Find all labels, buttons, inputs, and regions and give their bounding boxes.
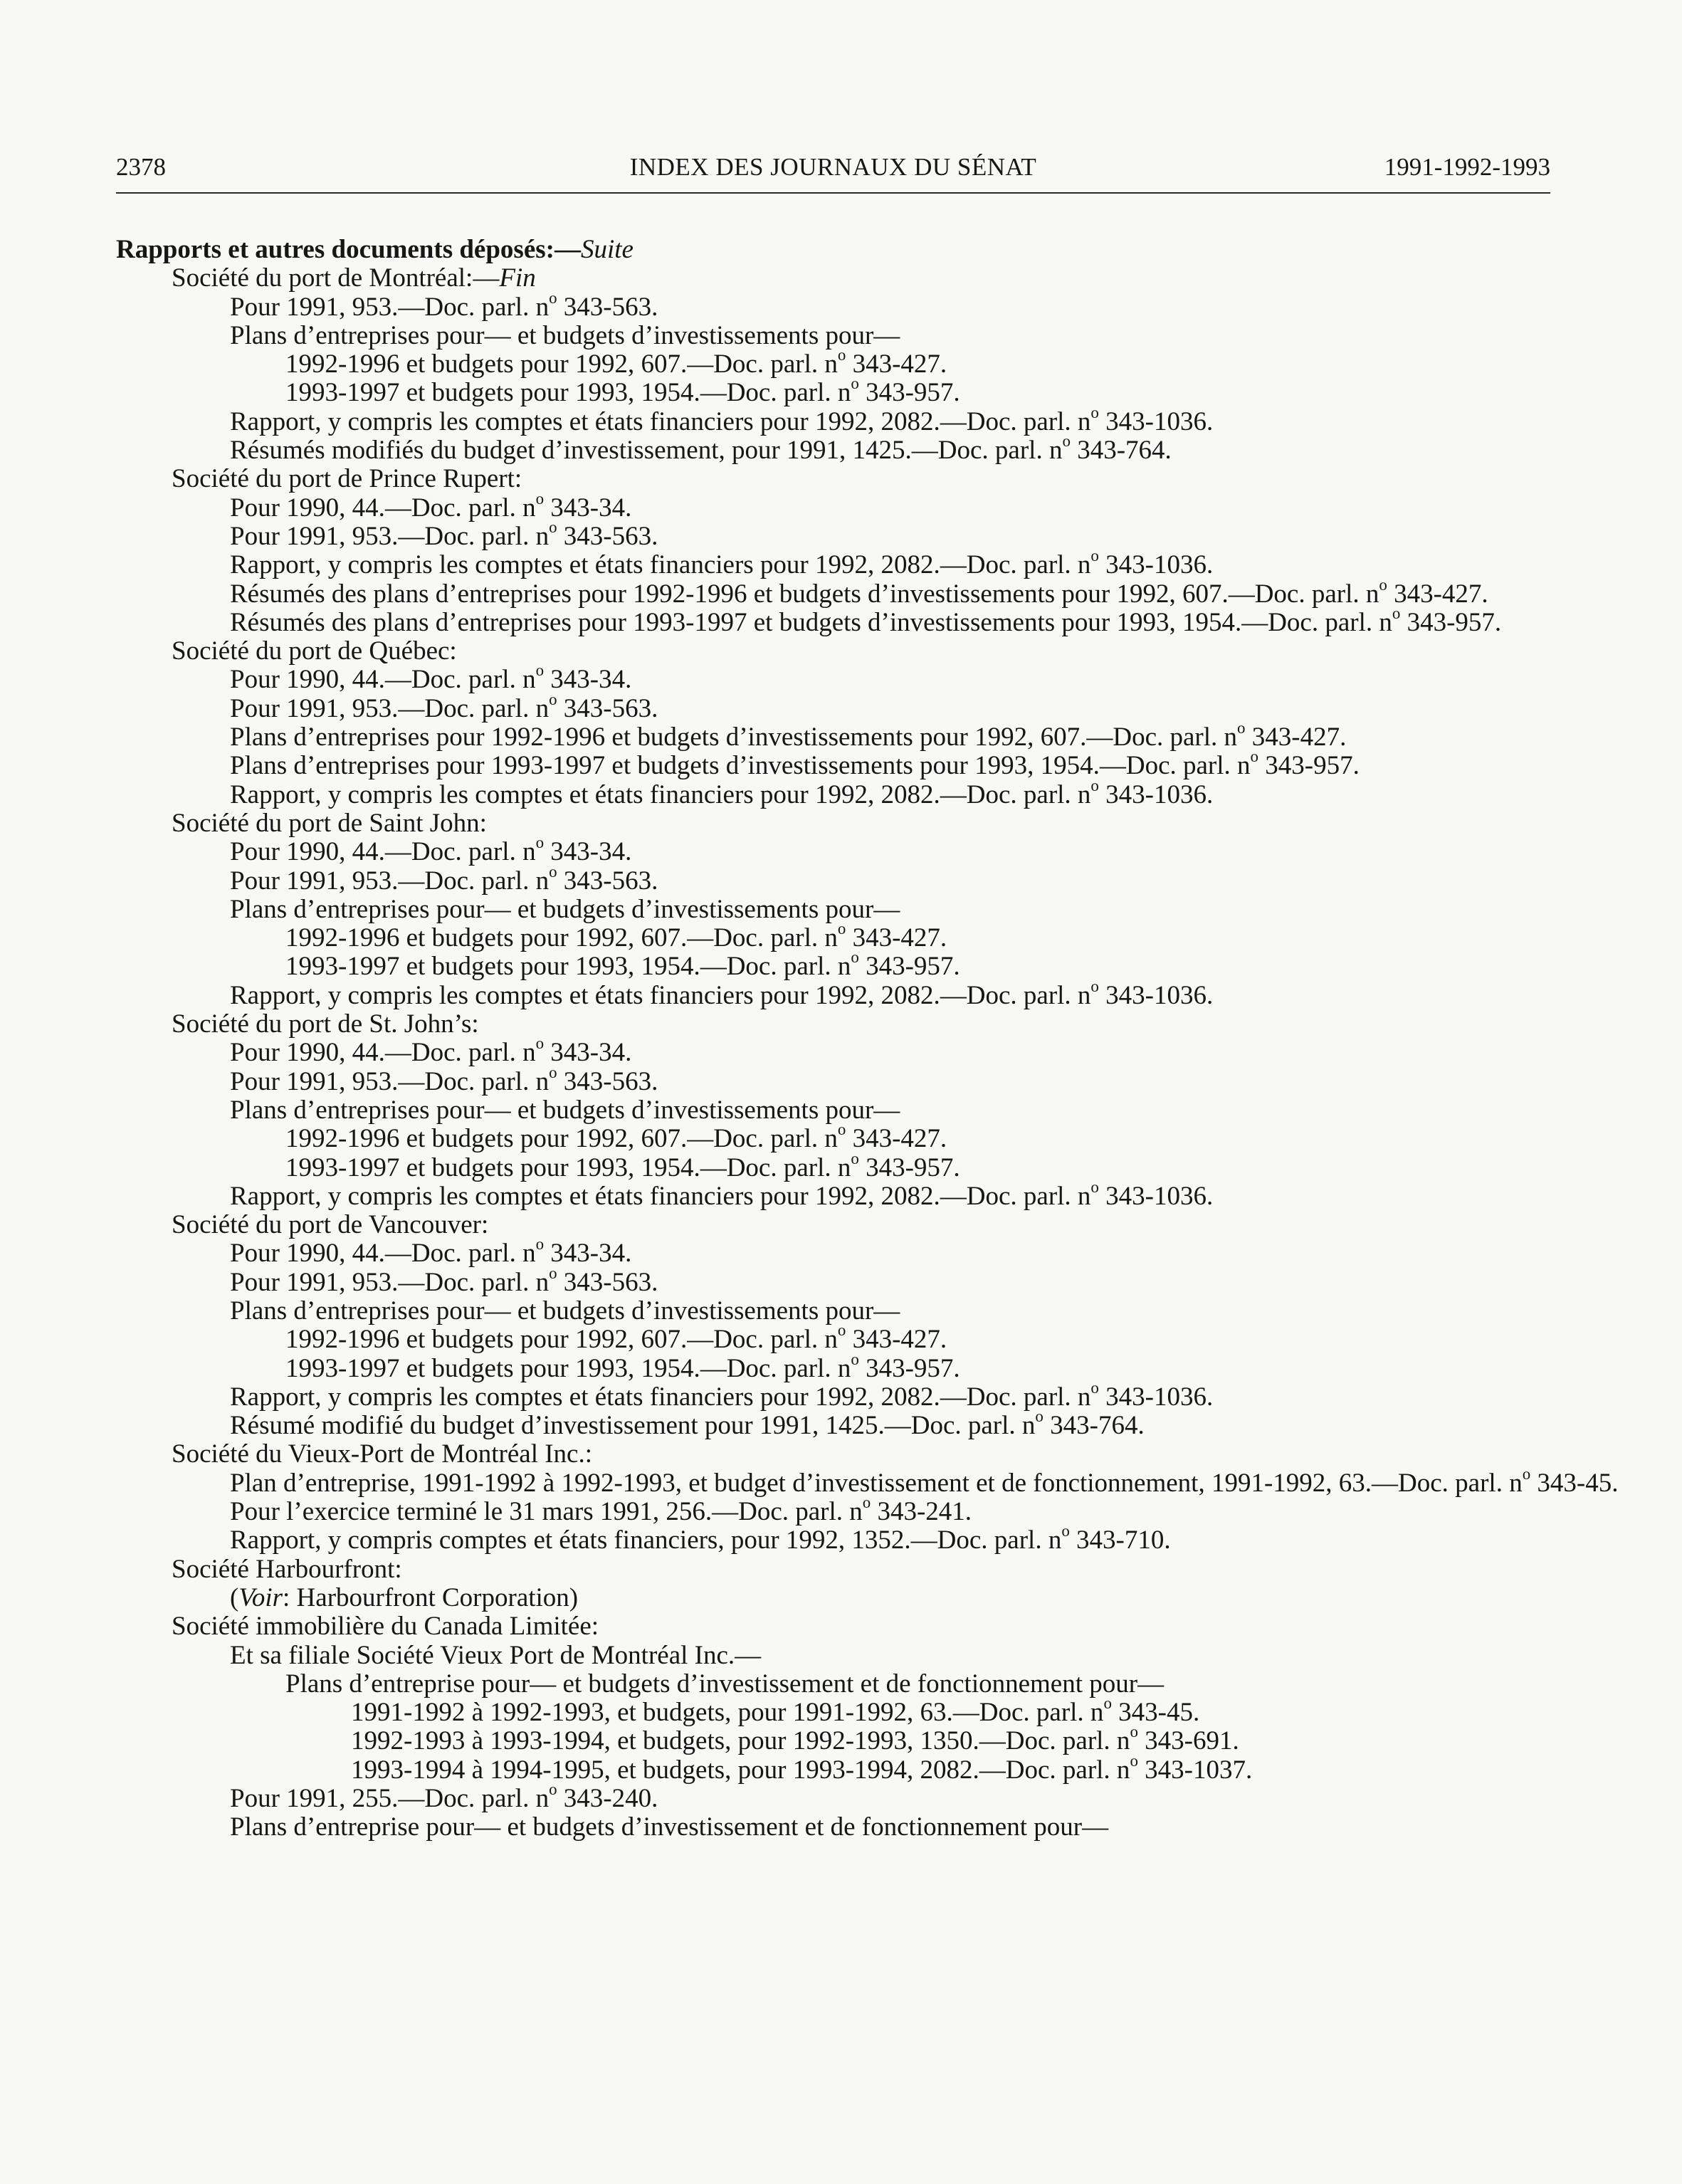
index-line: 1992-1996 et budgets pour 1992, 607.—Doc. parl. $n^o$ 343-427. — [285, 1321, 947, 1355]
page-title: INDEX DES JOURNAUX DU SÉNAT — [629, 153, 1037, 181]
index-line: Rapport, y compris les comptes et états financiers pour 1992, 2082.—Doc. parl. $n^o$ 343-1036. — [230, 1177, 1214, 1211]
index-line: Rapport, y compris les comptes et états financiers pour 1992, 2082.—Doc. parl. $n^o$ 343-1036. — [230, 977, 1214, 1010]
index-line: Résumé modifié du budget d’investissement pour 1991, 1425.—Doc. parl. $n^o$ 343-764. — [230, 1407, 1145, 1441]
page-years: 1991-1992-1993 — [1384, 153, 1550, 181]
index-line: Pour 1991, 953.—Doc. parl. $n^o$ 343-563. — [230, 1264, 658, 1297]
index-line: Pour 1991, 953.—Doc. parl. $n^o$ 343-563. — [230, 288, 658, 322]
cross-reference: (Voir: Harbourfront Corporation) — [230, 1582, 579, 1612]
index-line: Pour 1991, 953.—Doc. parl. $n^o$ 343-563. — [230, 862, 658, 896]
index-line: Pour 1990, 44.—Doc. parl. $n^o$ 343-34. — [230, 489, 632, 523]
index-line: Plan d’entreprise, 1991-1992 à 1992-1993, et budget d’investissement et de fonctionnement, 1991-1992, 63.—Doc. parl. $n^o$ 343-45. — [230, 1464, 1619, 1498]
index-line: 1992-1993 à 1993-1994, et budgets, pour 1992-1993, 1350.—Doc. parl. $n^o$ 343-691. — [351, 1723, 1239, 1756]
entry-vieux-port: Société du Vieux-Port de Montréal Inc.: — [172, 1439, 593, 1469]
index-line: 1992-1996 et budgets pour 1992, 607.—Doc. parl. $n^o$ 343-427. — [285, 919, 947, 953]
index-line: Pour 1990, 44.—Doc. parl. $n^o$ 343-34. — [230, 1034, 632, 1068]
index-line: Rapport, y compris les comptes et états financiers pour 1992, 2082.—Doc. parl. $n^o$ 343-1036. — [230, 1378, 1214, 1412]
index-line: Résumés des plans d’entreprises pour 1993-1997 et budgets d’investissements pour 1993, 1954.—Doc. parl. $n^o$ 343-957. — [230, 604, 1502, 637]
entry-st-johns: Société du port de St. John’s: — [172, 1009, 479, 1039]
index-line: Pour 1991, 953.—Doc. parl. $n^o$ 343-563. — [230, 690, 658, 723]
index-line: Plans d’entreprises pour— et budgets d’investissements pour— — [230, 320, 900, 350]
index-line: Rapport, y compris comptes et états financiers, pour 1992, 1352.—Doc. parl. $n^o$ 343-710. — [230, 1522, 1171, 1555]
index-line: 1993-1994 à 1994-1995, et budgets, pour 1993-1994, 2082.—Doc. parl. $n^o$ 343-1037. — [351, 1751, 1253, 1785]
index-line: Plans d’entreprises pour— et budgets d’investissements pour— — [230, 1095, 900, 1125]
index-line: 1993-1997 et budgets pour 1993, 1954.—Doc. parl. $n^o$ 343-957. — [285, 374, 960, 408]
index-line: Rapport, y compris les comptes et états financiers pour 1992, 2082.—Doc. parl. $n^o$ 343-1036. — [230, 403, 1214, 436]
entry-immobiliere: Société immobilière du Canada Limitée: — [172, 1612, 599, 1642]
index-line: Plans d’entreprise pour— et budgets d’investissement et de fonctionnement pour— — [285, 1669, 1165, 1699]
entry-prince-rupert: Société du port de Prince Rupert: — [172, 464, 522, 494]
index-line: Plans d’entreprises pour— et budgets d’investissements pour— — [230, 1296, 900, 1325]
index-line: Rapport, y compris les comptes et états financiers pour 1992, 2082.—Doc. parl. $n^o$ 343-1036. — [230, 776, 1214, 809]
index-line: Plans d’entreprise pour— et budgets d’investissement et de fonctionnement pour— — [230, 1812, 1109, 1842]
index-line: Résumés modifiés du budget d’investissement, pour 1991, 1425.—Doc. parl. $n^o$ 343-764. — [230, 431, 1172, 466]
index-line: Plans d’entreprises pour 1993-1997 et budgets d’investissements pour 1993, 1954.—Doc. parl. $n^o$ 343-957. — [230, 747, 1360, 781]
index-line: 1993-1997 et budgets pour 1993, 1954.—Doc. parl. $n^o$ 343-957. — [285, 948, 960, 982]
index-line: Rapport, y compris les comptes et états financiers pour 1992, 2082.—Doc. parl. $n^o$ 343-1036. — [230, 547, 1214, 580]
index-body — [116, 235, 1619, 1842]
index-line: 1993-1997 et budgets pour 1993, 1954.—Doc. parl. $n^o$ 343-957. — [285, 1350, 960, 1383]
index-line: Plans d’entreprises pour 1992-1996 et budgets d’investissements pour 1992, 607.—Doc. parl. $n^o$ 343-427. — [230, 718, 1347, 752]
index-line: 1992-1996 et budgets pour 1992, 607.—Doc. parl. $n^o$ 343-427. — [285, 345, 947, 379]
index-line: Pour 1991, 953.—Doc. parl. $n^o$ 343-563. — [230, 1063, 658, 1096]
page-header — [116, 149, 1550, 185]
index-line: 1992-1996 et budgets pour 1992, 607.—Doc. parl. $n^o$ 343-427. — [285, 1120, 947, 1154]
index-line: Pour l’exercice terminé le 31 mars 1991, 256.—Doc. parl. $n^o$ 343-241. — [230, 1493, 972, 1527]
entry-harbourfront: Société Harbourfront: — [172, 1554, 402, 1584]
index-line: Résumés des plans d’entreprises pour 1992-1996 et budgets d’investissements pour 1992, 607.—Doc. parl. $n^o$ 343-427. — [230, 575, 1488, 609]
entry-quebec: Société du port de Québec: — [172, 636, 457, 666]
index-line: 1991-1992 à 1992-1993, et budgets, pour 1991-1992, 63.—Doc. parl. $n^o$ 343-45. — [351, 1694, 1200, 1728]
entry-montreal: Société du port de Montréal:—Fin — [172, 263, 536, 293]
index-line: Pour 1990, 44.—Doc. parl. $n^o$ 343-34. — [230, 1235, 632, 1269]
index-line: Pour 1991, 953.—Doc. parl. $n^o$ 343-563. — [230, 518, 658, 551]
entry-saint-john: Société du port de Saint John: — [172, 808, 487, 838]
index-line: Pour 1991, 255.—Doc. parl. $n^o$ 343-240. — [230, 1780, 658, 1814]
index-line: Et sa filiale Société Vieux Port de Montréal Inc.— — [230, 1640, 762, 1670]
header-rule — [116, 192, 1550, 194]
index-line: Pour 1990, 44.—Doc. parl. $n^o$ 343-34. — [230, 834, 632, 867]
entry-vancouver: Société du port de Vancouver: — [172, 1210, 489, 1240]
index-line: Pour 1990, 44.—Doc. parl. $n^o$ 343-34. — [230, 661, 632, 695]
index-line: 1993-1997 et budgets pour 1993, 1954.—Doc. parl. $n^o$ 343-957. — [285, 1149, 960, 1182]
index-line: Plans d’entreprises pour— et budgets d’investissements pour— — [230, 894, 900, 924]
section-heading: Rapports et autres documents déposés:—Suite — [116, 235, 634, 264]
page-number: 2378 — [116, 153, 166, 181]
